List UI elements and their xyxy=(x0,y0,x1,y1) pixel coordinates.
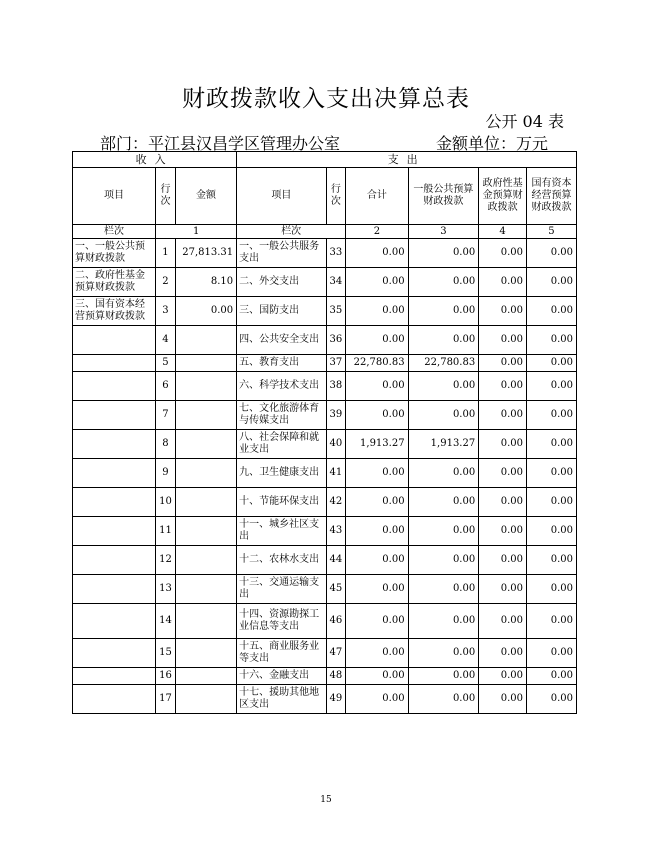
expense-fund: 0.00 xyxy=(479,326,527,355)
expense-fund: 0.00 xyxy=(479,401,527,430)
index-cell: 栏次 xyxy=(73,225,156,239)
expense-fund: 0.00 xyxy=(479,639,527,668)
expense-general: 1,913.27 xyxy=(408,430,479,459)
income-line: 6 xyxy=(156,372,176,401)
expense-fund: 0.00 xyxy=(479,268,527,297)
expense-soe: 0.00 xyxy=(526,546,576,575)
expense-line: 36 xyxy=(326,326,346,355)
income-amount xyxy=(175,685,236,714)
expense-line: 39 xyxy=(326,401,346,430)
table-row xyxy=(73,239,577,268)
table-row xyxy=(73,517,577,546)
income-amount xyxy=(175,355,236,372)
table-row xyxy=(73,459,577,488)
expense-line: 41 xyxy=(326,459,346,488)
income-item xyxy=(73,488,156,517)
table-row xyxy=(73,297,577,326)
expense-total: 0.00 xyxy=(346,268,408,297)
table-row xyxy=(73,372,577,401)
income-item xyxy=(73,668,156,685)
expense-general: 0.00 xyxy=(408,575,479,604)
income-item: 一、一般公共预算财政拨款 xyxy=(73,239,156,268)
index-cell: 2 xyxy=(346,225,408,239)
table-row xyxy=(73,355,577,372)
expense-total: 0.00 xyxy=(346,372,408,401)
table-row xyxy=(73,546,577,575)
table-row xyxy=(73,430,577,459)
income-amount xyxy=(175,459,236,488)
income-line: 9 xyxy=(156,459,176,488)
expense-item: 四、公共安全支出 xyxy=(237,326,326,355)
col-exp-item: 项目 xyxy=(237,168,326,225)
expense-general: 0.00 xyxy=(408,459,479,488)
income-amount xyxy=(175,401,236,430)
expense-soe: 0.00 xyxy=(526,668,576,685)
col-soe: 国有资本经营预算财政拨款 xyxy=(526,168,576,225)
expense-total: 0.00 xyxy=(346,668,408,685)
expense-soe: 0.00 xyxy=(526,297,576,326)
income-item xyxy=(73,575,156,604)
expense-general: 0.00 xyxy=(408,685,479,714)
summary-table xyxy=(72,151,577,714)
index-cell: 5 xyxy=(526,225,576,239)
expense-total: 0.00 xyxy=(346,517,408,546)
table-row xyxy=(73,668,577,685)
income-line: 1 xyxy=(156,239,176,268)
expense-header: 支出 xyxy=(237,152,577,168)
index-cell: 1 xyxy=(156,225,237,239)
expense-line: 37 xyxy=(326,355,346,372)
income-item xyxy=(73,546,156,575)
expense-fund: 0.00 xyxy=(479,297,527,326)
income-amount xyxy=(175,639,236,668)
expense-line: 49 xyxy=(326,685,346,714)
col-total: 合计 xyxy=(346,168,408,225)
expense-fund: 0.00 xyxy=(479,239,527,268)
income-amount xyxy=(175,326,236,355)
expense-general: 0.00 xyxy=(408,668,479,685)
table-row xyxy=(73,604,577,639)
expense-soe: 0.00 xyxy=(526,517,576,546)
index-cell: 栏次 xyxy=(237,225,346,239)
expense-general: 0.00 xyxy=(408,639,479,668)
col-general: 一般公共预算财政拨款 xyxy=(408,168,479,225)
expense-item: 十七、援助其他地区支出 xyxy=(237,685,326,714)
expense-item: 十二、农林水支出 xyxy=(237,546,326,575)
index-row xyxy=(73,225,577,239)
expense-line: 38 xyxy=(326,372,346,401)
expense-fund: 0.00 xyxy=(479,355,527,372)
income-line: 3 xyxy=(156,297,176,326)
expense-item: 十一、城乡社区支出 xyxy=(237,517,326,546)
expense-general: 0.00 xyxy=(408,517,479,546)
col-item: 项目 xyxy=(73,168,156,225)
expense-soe: 0.00 xyxy=(526,268,576,297)
form-number: 公开 04 表 xyxy=(485,112,564,131)
expense-total: 0.00 xyxy=(346,546,408,575)
income-line: 5 xyxy=(156,355,176,372)
expense-soe: 0.00 xyxy=(526,575,576,604)
income-line: 13 xyxy=(156,575,176,604)
col-exp-line: 行次 xyxy=(326,168,346,225)
income-amount xyxy=(175,546,236,575)
table-row xyxy=(73,639,577,668)
expense-total: 0.00 xyxy=(346,575,408,604)
expense-soe: 0.00 xyxy=(526,459,576,488)
income-amount xyxy=(175,372,236,401)
expense-fund: 0.00 xyxy=(479,372,527,401)
expense-total: 0.00 xyxy=(346,488,408,517)
page-title: 财政拨款收入支出决算总表 xyxy=(182,86,470,112)
expense-general: 0.00 xyxy=(408,326,479,355)
table-row xyxy=(73,401,577,430)
expense-item: 十四、资源勘探工业信息等支出 xyxy=(237,604,326,639)
income-item xyxy=(73,355,156,372)
expense-item: 十三、交通运输支出 xyxy=(237,575,326,604)
income-amount xyxy=(175,668,236,685)
expense-fund: 0.00 xyxy=(479,517,527,546)
table-row xyxy=(73,685,577,714)
expense-line: 45 xyxy=(326,575,346,604)
expense-soe: 0.00 xyxy=(526,326,576,355)
table-row xyxy=(73,268,577,297)
expense-total: 22,780.83 xyxy=(346,355,408,372)
expense-soe: 0.00 xyxy=(526,430,576,459)
income-amount xyxy=(175,430,236,459)
income-amount xyxy=(175,604,236,639)
expense-soe: 0.00 xyxy=(526,639,576,668)
expense-general: 0.00 xyxy=(408,401,479,430)
income-amount: 0.00 xyxy=(175,297,236,326)
income-line: 4 xyxy=(156,326,176,355)
expense-total: 0.00 xyxy=(346,459,408,488)
income-amount xyxy=(175,517,236,546)
expense-general: 0.00 xyxy=(408,604,479,639)
income-item xyxy=(73,685,156,714)
expense-total: 0.00 xyxy=(346,297,408,326)
index-cell: 3 xyxy=(408,225,479,239)
expense-soe: 0.00 xyxy=(526,401,576,430)
expense-line: 35 xyxy=(326,297,346,326)
expense-line: 34 xyxy=(326,268,346,297)
expense-fund: 0.00 xyxy=(479,459,527,488)
expense-fund: 0.00 xyxy=(479,546,527,575)
expense-item: 五、教育支出 xyxy=(237,355,326,372)
expense-fund: 0.00 xyxy=(479,668,527,685)
income-line: 16 xyxy=(156,668,176,685)
income-line: 12 xyxy=(156,546,176,575)
expense-fund: 0.00 xyxy=(479,430,527,459)
income-amount xyxy=(175,575,236,604)
expense-general: 0.00 xyxy=(408,546,479,575)
income-line: 11 xyxy=(156,517,176,546)
expense-soe: 0.00 xyxy=(526,355,576,372)
expense-total: 0.00 xyxy=(346,326,408,355)
table-row xyxy=(73,488,577,517)
expense-item: 十五、商业服务业等支出 xyxy=(237,639,326,668)
expense-soe: 0.00 xyxy=(526,685,576,714)
expense-fund: 0.00 xyxy=(479,604,527,639)
income-item xyxy=(73,639,156,668)
col-line: 行次 xyxy=(156,168,176,225)
income-line: 17 xyxy=(156,685,176,714)
expense-item: 九、卫生健康支出 xyxy=(237,459,326,488)
table-row xyxy=(73,326,577,355)
income-item xyxy=(73,459,156,488)
income-line: 10 xyxy=(156,488,176,517)
expense-line: 48 xyxy=(326,668,346,685)
income-line: 8 xyxy=(156,430,176,459)
income-amount: 27,813.31 xyxy=(175,239,236,268)
expense-line: 42 xyxy=(326,488,346,517)
expense-item: 六、科学技术支出 xyxy=(237,372,326,401)
col-amount: 金额 xyxy=(175,168,236,225)
department-label: 部门：平江县汉昌学区管理办公室 xyxy=(100,134,341,153)
expense-item: 二、外交支出 xyxy=(237,268,326,297)
expense-soe: 0.00 xyxy=(526,488,576,517)
income-item xyxy=(73,372,156,401)
expense-soe: 0.00 xyxy=(526,372,576,401)
expense-line: 33 xyxy=(326,239,346,268)
page-number: 15 xyxy=(320,795,332,805)
income-line: 7 xyxy=(156,401,176,430)
expense-item: 一、一般公共服务支出 xyxy=(237,239,326,268)
expense-fund: 0.00 xyxy=(479,575,527,604)
income-item: 三、国有资本经营预算财政拨款 xyxy=(73,297,156,326)
expense-total: 0.00 xyxy=(346,239,408,268)
expense-line: 47 xyxy=(326,639,346,668)
expense-line: 46 xyxy=(326,604,346,639)
income-header: 收入 xyxy=(73,152,237,168)
expense-general: 0.00 xyxy=(408,239,479,268)
income-item xyxy=(73,517,156,546)
income-amount xyxy=(175,488,236,517)
expense-general: 0.00 xyxy=(408,268,479,297)
income-item: 二、政府性基金预算财政拨款 xyxy=(73,268,156,297)
expense-line: 43 xyxy=(326,517,346,546)
expense-item: 七、文化旅游体育与传媒支出 xyxy=(237,401,326,430)
income-line: 15 xyxy=(156,639,176,668)
expense-general: 0.00 xyxy=(408,372,479,401)
expense-total: 1,913.27 xyxy=(346,430,408,459)
expense-item: 十、节能环保支出 xyxy=(237,488,326,517)
unit-label: 金额单位：万元 xyxy=(436,134,549,153)
expense-general: 0.00 xyxy=(408,488,479,517)
income-item xyxy=(73,430,156,459)
expense-total: 0.00 xyxy=(346,604,408,639)
expense-total: 0.00 xyxy=(346,685,408,714)
table-row xyxy=(73,575,577,604)
income-item xyxy=(73,604,156,639)
expense-line: 44 xyxy=(326,546,346,575)
expense-item: 八、社会保障和就业支出 xyxy=(237,430,326,459)
income-amount: 8.10 xyxy=(175,268,236,297)
income-item xyxy=(73,401,156,430)
expense-total: 0.00 xyxy=(346,639,408,668)
expense-total: 0.00 xyxy=(346,401,408,430)
col-fund: 政府性基金预算财政拨款 xyxy=(479,168,527,225)
expense-item: 三、国防支出 xyxy=(237,297,326,326)
income-line: 14 xyxy=(156,604,176,639)
expense-soe: 0.00 xyxy=(526,239,576,268)
expense-general: 22,780.83 xyxy=(408,355,479,372)
expense-general: 0.00 xyxy=(408,297,479,326)
expense-soe: 0.00 xyxy=(526,604,576,639)
income-item xyxy=(73,326,156,355)
expense-fund: 0.00 xyxy=(479,488,527,517)
expense-fund: 0.00 xyxy=(479,685,527,714)
income-line: 2 xyxy=(156,268,176,297)
expense-item: 十六、金融支出 xyxy=(237,668,326,685)
expense-line: 40 xyxy=(326,430,346,459)
index-cell: 4 xyxy=(479,225,527,239)
